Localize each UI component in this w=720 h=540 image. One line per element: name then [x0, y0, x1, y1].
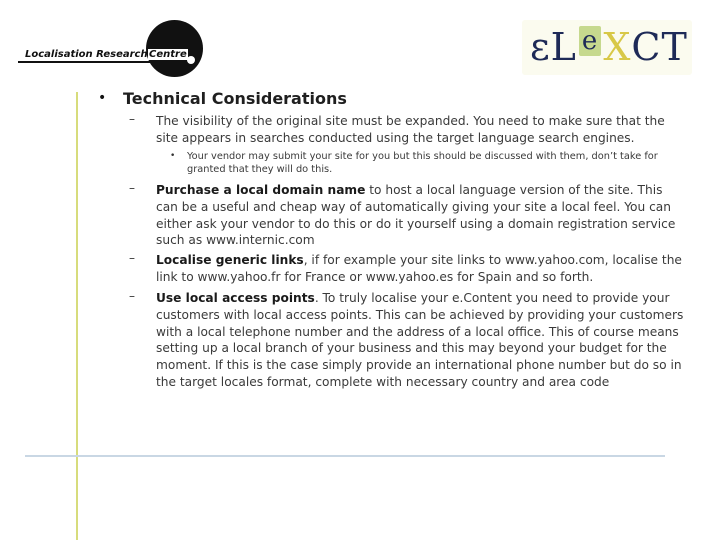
elexct-logo-part1: ɛL: [530, 24, 577, 69]
dash-marker: –: [129, 251, 135, 265]
vertical-accent-line: [76, 92, 78, 540]
list-item-bold: Use local access points: [156, 291, 315, 305]
list-item-text: . To truly localise your e.Content you need to provide your customers with local access points. This can be achieved by providing your customers with a local telephone number and the address of a local office. This of course means setting up a local branch of your business and this may beyond your budget for the moment. If this is the case simply provide an international phone number but do so in the target locales format, complete with necessary country and area code: [156, 291, 684, 389]
elexct-logo-part4: CT: [631, 24, 688, 69]
lrc-logo-underline: [18, 61, 198, 63]
lrc-logo-dot: [187, 56, 195, 64]
list-item-generic-links: [156, 252, 686, 286]
sub-bullet-marker: •: [170, 151, 176, 161]
elexct-logo-x: X: [603, 24, 632, 69]
lrc-logo-text: Localisation Research: [25, 49, 148, 60]
list-item-bold: Purchase a local domain name: [156, 183, 366, 197]
elexct-logo-e: e: [579, 26, 601, 56]
list-item-domain-name: [156, 182, 686, 249]
dash-marker: –: [129, 181, 135, 195]
list-item-access-points: [156, 290, 686, 391]
list-item-bold: Localise generic links: [156, 253, 304, 267]
horizontal-divider-line: [25, 455, 665, 457]
list-item-text: The visibility of the original site must be expanded. You need to make sure that the site appears in searches conducted using the target language search engines.: [156, 114, 665, 145]
lrc-logo-centre-text: Centre: [149, 49, 187, 60]
list-item-text: , if for example your site links to www.yahoo.com, localise the link to www.yahoo.fr for France or www.yahoo.es for Spain and so forth.: [156, 253, 682, 284]
list-item-text: to host a local language version of the site. This can be a useful and cheap way of automatically giving your site a local feel. You can either ask your vendor to do this or do it yourself using a domain registration service such as www.internic.com: [156, 183, 676, 248]
list-item-visibility: [156, 113, 686, 147]
dash-marker: –: [129, 289, 135, 303]
sub-list-item-vendor: Your vendor may submit your site for you but this should be discussed with them, don’t take for granted that they will do this.: [187, 151, 658, 175]
heading-bullet: •: [98, 90, 107, 106]
slide-heading: Technical Considerations: [123, 89, 347, 108]
dash-marker: –: [129, 112, 135, 126]
elexct-logo: [530, 19, 688, 74]
